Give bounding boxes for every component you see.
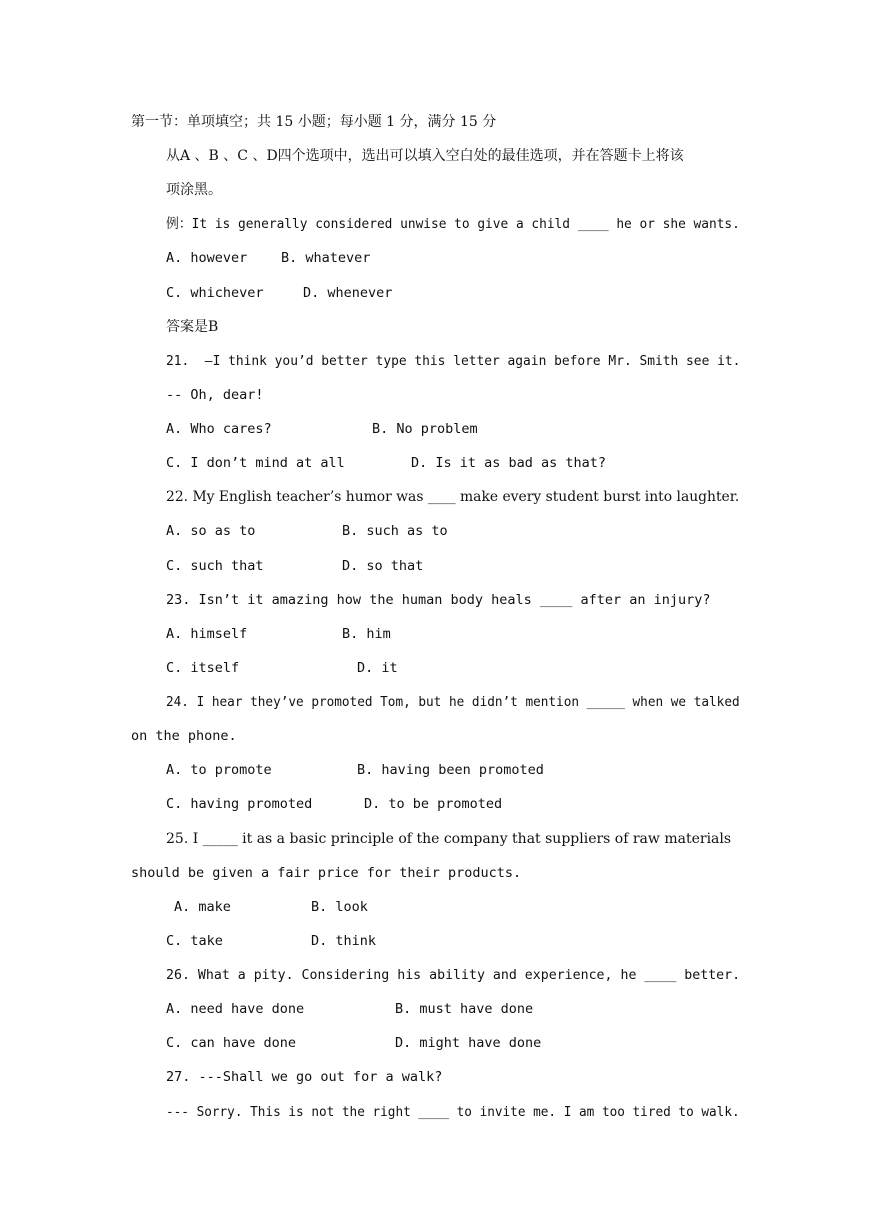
question-23-stem: 23. Isn’t it amazing how the human body heals ____ after an injury?	[166, 592, 711, 608]
question-27-stem: 27. ---Shall we go out for a walk?	[166, 1069, 443, 1085]
question-27-reply: --- Sorry. This is not the right ____ to invite me. I am too tired to walk.	[166, 1104, 740, 1120]
question-21-stem: 21. –I think you’d better type this letter again before Mr. Smith see it.	[166, 353, 741, 369]
question-24-option-a: A. to promote	[166, 762, 272, 778]
question-24-option-b: B. having been promoted	[357, 762, 544, 778]
question-22-stem: 22. My English teacher’s humor was ____ make every student burst into laughter.	[166, 489, 740, 505]
question-26-option-d: D. might have done	[395, 1035, 542, 1051]
example-stem: 例：It is generally considered unwise to give a child ____ he or she wants.	[166, 216, 740, 232]
question-25-option-a: A. make	[174, 899, 231, 915]
question-21-option-a: A. Who cares?	[166, 421, 272, 437]
question-25-option-b: B. look	[311, 899, 368, 915]
question-23-option-b: B. him	[342, 626, 391, 642]
section-header: 第一节：单项填空；共 15 小题；每小题 1 分，满分 15 分	[131, 114, 497, 130]
instruction-line-1: 从A 、B 、C 、D四个选项中，选出可以填入空白处的最佳选项，并在答题卡上将该	[166, 148, 684, 164]
question-23-option-c: C. itself	[166, 660, 240, 676]
instruction-line-2: 项涂黑。	[166, 182, 222, 198]
question-25-stem-cont: should be given a fair price for their products.	[131, 865, 522, 881]
question-22-option-d: D. so that	[342, 558, 424, 574]
question-22-option-c: C. such that	[166, 558, 264, 574]
example-answer: 答案是B	[166, 319, 219, 335]
question-25-option-c: C. take	[166, 933, 223, 949]
question-21-option-d: D. Is it as bad as that?	[411, 455, 607, 471]
question-25-option-d: D. think	[311, 933, 377, 949]
question-24-option-c: C. having promoted	[166, 796, 313, 812]
question-23-option-a: A. himself	[166, 626, 248, 642]
question-23-option-d: D. it	[357, 660, 398, 676]
question-21-option-b: B. No problem	[372, 421, 478, 437]
question-24-stem-cont: on the phone.	[131, 728, 237, 744]
question-25-stem: 25. I _____ it as a basic principle of the company that suppliers of raw materials	[166, 831, 732, 847]
question-22-option-a: A. so as to	[166, 523, 256, 539]
example-option-a: A. however	[166, 250, 248, 266]
example-option-b: B. whatever	[281, 250, 371, 266]
question-24-option-d: D. to be promoted	[364, 796, 503, 812]
question-26-option-c: C. can have done	[166, 1035, 297, 1051]
question-26-option-b: B. must have done	[395, 1001, 534, 1017]
question-26-stem: 26. What a pity. Considering his ability and experience, he ____ better.	[166, 967, 741, 983]
question-26-option-a: A. need have done	[166, 1001, 305, 1017]
question-24-stem: 24. I hear they’ve promoted Tom, but he didn’t mention _____ when we talked	[166, 694, 740, 710]
question-22-option-b: B. such as to	[342, 523, 448, 539]
example-option-c: C. whichever	[166, 285, 264, 301]
question-21-option-c: C. I don’t mind at all	[166, 455, 345, 471]
question-21-reply: -- Oh, dear!	[166, 387, 264, 403]
example-option-d: D. whenever	[303, 285, 393, 301]
